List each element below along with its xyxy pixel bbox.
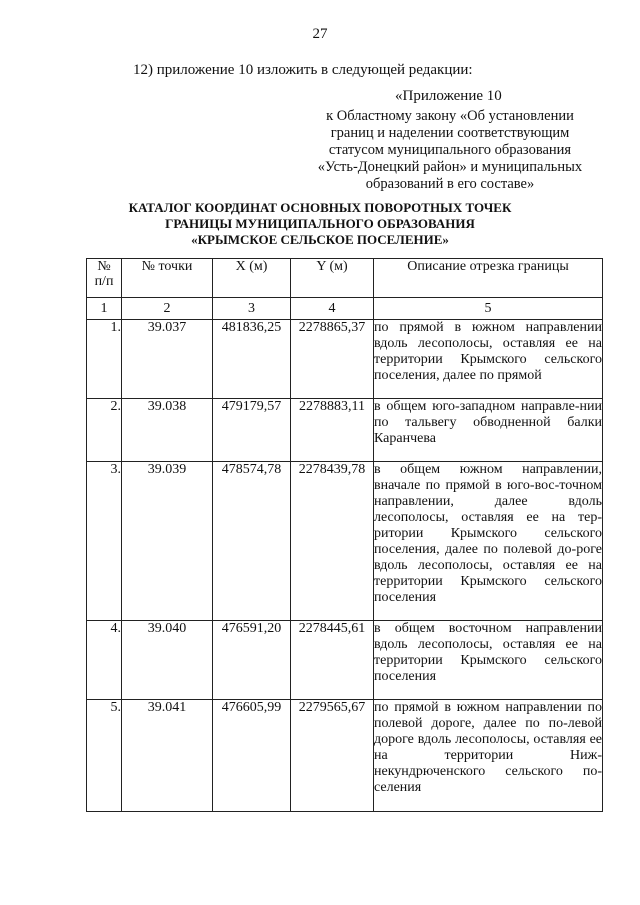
header-index-line2: п/п [94, 274, 114, 289]
segment-description: по прямой в южном направлении вдоль лесополосы, оставляя ее на территории Крымского сельского поселения, далее по прямой [374, 320, 603, 399]
x-coordinate: 481836,25 [213, 320, 291, 399]
x-coordinate: 478574,78 [213, 462, 291, 621]
segment-description: в общем восточном направлении вдоль лесополосы, оставляя ее на территории Крымского сельского поселения [374, 621, 603, 700]
y-coordinate: 2278439,78 [291, 462, 374, 621]
intro-text: 12) приложение 10 изложить в следующей редакции: [133, 62, 473, 78]
coordinates-table [86, 258, 603, 812]
annex-subtitle [300, 108, 600, 193]
table-row [87, 399, 603, 462]
y-coordinate: 2279565,67 [291, 700, 374, 812]
column-number-row [87, 298, 603, 320]
point-number: 39.037 [122, 320, 213, 399]
point-number: 39.040 [122, 621, 213, 700]
catalog-title-line: КАТАЛОГ КООРДИНАТ ОСНОВНЫХ ПОВОРОТНЫХ ТОЧЕК [128, 200, 512, 215]
row-index: 5. [87, 700, 122, 812]
segment-description: в общем юго-западном направле-нии по тальвегу обводненной балки Каранчева [374, 399, 603, 462]
row-index: 2. [87, 399, 122, 462]
column-number: 3 [213, 298, 291, 320]
table-header-row [87, 259, 603, 298]
header-index [87, 259, 122, 298]
y-coordinate: 2278445,61 [291, 621, 374, 700]
header-description: Описание отрезка границы [374, 259, 603, 298]
header-point: № точки [122, 259, 213, 298]
x-coordinate: 476605,99 [213, 700, 291, 812]
row-index: 4. [87, 621, 122, 700]
x-coordinate: 476591,20 [213, 621, 291, 700]
table-row [87, 621, 603, 700]
y-coordinate: 2278883,11 [291, 399, 374, 462]
annex-subtitle-line: границ и наделении соответствующим [330, 125, 570, 141]
point-number: 39.038 [122, 399, 213, 462]
column-number: 4 [291, 298, 374, 320]
header-x: X (м) [213, 259, 291, 298]
table-row [87, 320, 603, 399]
column-number: 1 [87, 298, 122, 320]
point-number: 39.041 [122, 700, 213, 812]
annex-subtitle-line: к Областному закону «Об установлении [326, 108, 574, 124]
segment-description: в общем южном направлении, вначале по прямой в юго-вос-точном направлении, далее вдоль лесополосы, оставляя ее на тер-ритории Крымского сельского поселения, далее по полевой до-роге вдоль лесополосы, оставляя ее на территории Крымского сельского поселения [374, 462, 603, 621]
point-number: 39.039 [122, 462, 213, 621]
segment-description: по прямой в южном направлении по полевой дороге, далее по по-левой дороге вдоль лесополосы, оставляя ее на территории Ниж-некундрюченского сельского по-селения [374, 700, 603, 812]
header-y: Y (м) [291, 259, 374, 298]
catalog-title-line: «КРЫМСКОЕ СЕЛЬСКОЕ ПОСЕЛЕНИЕ» [191, 232, 449, 247]
catalog-title-line: ГРАНИЦЫ МУНИЦИПАЛЬНОГО ОБРАЗОВАНИЯ [165, 216, 475, 231]
row-index: 1. [87, 320, 122, 399]
row-index: 3. [87, 462, 122, 621]
header-index-line1: № [97, 259, 111, 274]
catalog-title [0, 200, 640, 248]
column-number: 5 [374, 298, 603, 320]
annex-subtitle-line: «Усть-Донецкий район» и муниципальных [317, 159, 583, 175]
table-row [87, 462, 603, 621]
table-row [87, 700, 603, 812]
y-coordinate: 2278865,37 [291, 320, 374, 399]
annex-subtitle-line: образований в его составе» [365, 176, 535, 192]
column-number: 2 [122, 298, 213, 320]
annex-title: «Приложение 10 [395, 88, 502, 104]
annex-subtitle-line: статусом муниципального образования [328, 142, 572, 158]
page-number: 27 [312, 26, 328, 42]
x-coordinate: 479179,57 [213, 399, 291, 462]
